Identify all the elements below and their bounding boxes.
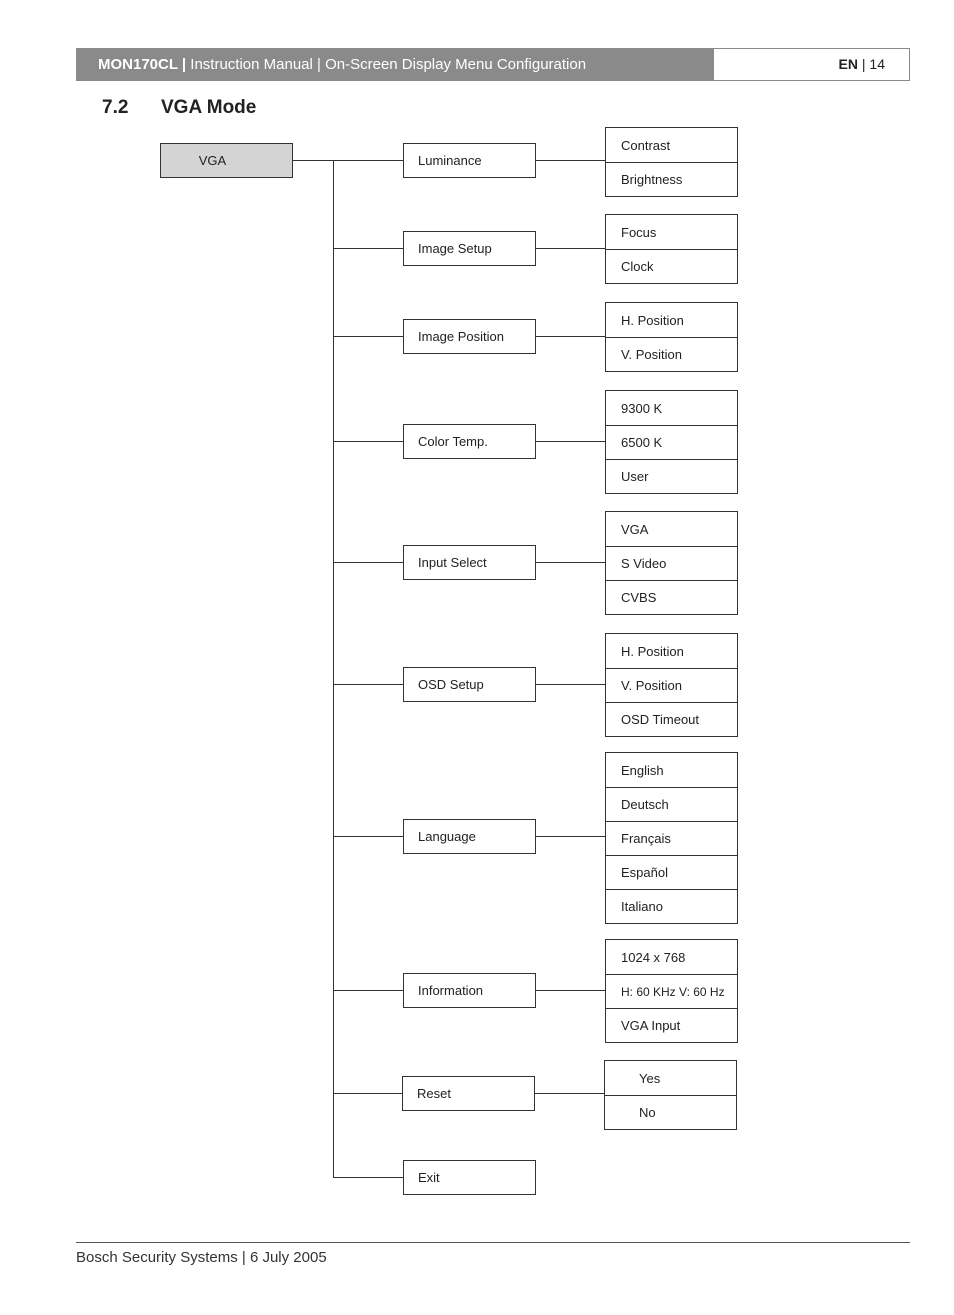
option-item: User <box>606 459 737 493</box>
header-page-separator: | <box>858 56 870 72</box>
option-group-luminance <box>605 127 738 197</box>
branch-line-language <box>333 836 403 837</box>
menu-node-information: Information <box>403 973 536 1008</box>
option-item: OSD Timeout <box>606 702 737 736</box>
option-item: CVBS <box>606 580 737 614</box>
menu-node-image-setup: Image Setup <box>403 231 536 266</box>
option-connector-luminance <box>536 160 605 161</box>
option-item: Clock <box>606 249 737 283</box>
option-item: Français <box>606 821 737 855</box>
option-connector-image-setup <box>536 248 605 249</box>
option-item: S Video <box>606 546 737 580</box>
option-connector-information <box>536 990 605 991</box>
option-item: Focus <box>621 224 657 240</box>
option-item: 1024 x 768 <box>621 949 686 965</box>
footer-rule <box>76 1242 910 1243</box>
option-item: 9300 K <box>621 400 663 416</box>
option-item: Deutsch <box>606 787 737 821</box>
root-node: VGA <box>160 143 293 178</box>
option-connector-osd-setup <box>536 684 605 685</box>
menu-node-reset: Reset <box>402 1076 535 1111</box>
menu-node-input-select: Input Select <box>403 545 536 580</box>
option-connector-input-select <box>536 562 605 563</box>
option-group-input-select <box>605 511 738 615</box>
option-group-osd-setup <box>605 633 738 737</box>
footer-text: Bosch Security Systems | 6 July 2005 <box>76 1249 327 1266</box>
option-item: H: 60 KHz V: 60 Hz <box>606 974 737 1008</box>
branch-line-exit <box>333 1177 403 1178</box>
branch-line-image-setup <box>333 248 403 249</box>
menu-node-color-temp: Color Temp. <box>403 424 536 459</box>
header-separator: | <box>177 56 191 73</box>
option-item: English <box>621 762 664 778</box>
header-model: MON170CL <box>98 56 178 73</box>
option-item: V. Position <box>606 337 737 371</box>
option-item: H. Position <box>621 312 684 328</box>
section-number: 7.2 <box>102 97 129 118</box>
menu-node-language: Language <box>403 819 536 854</box>
menu-node-exit: Exit <box>403 1160 536 1195</box>
option-item: VGA Input <box>606 1008 737 1042</box>
branch-line-luminance <box>333 160 403 161</box>
option-item: No <box>605 1095 736 1129</box>
menu-node-image-position: Image Position <box>403 319 536 354</box>
header-language: EN <box>838 56 858 72</box>
branch-line-osd-setup <box>333 684 403 685</box>
option-group-information <box>605 939 738 1043</box>
option-item: VGA <box>621 521 649 537</box>
option-group-color-temp <box>605 390 738 494</box>
option-item: Yes <box>639 1070 661 1086</box>
option-group-image-position <box>605 302 738 372</box>
menu-node-luminance: Luminance <box>403 143 536 178</box>
trunk-line <box>333 160 334 1178</box>
branch-line-color-temp <box>333 441 403 442</box>
option-group-reset <box>604 1060 737 1130</box>
option-item: H. Position <box>621 643 684 659</box>
option-connector-reset <box>535 1093 604 1094</box>
section-title: VGA Mode <box>161 97 257 118</box>
branch-line-image-position <box>333 336 403 337</box>
option-item: Brightness <box>606 162 737 196</box>
option-item: Contrast <box>621 137 671 153</box>
root-connector <box>293 160 333 161</box>
header-page-box <box>714 48 910 81</box>
header-bar <box>76 48 714 81</box>
option-item: Español <box>606 855 737 889</box>
menu-node-osd-setup: OSD Setup <box>403 667 536 702</box>
option-group-image-setup <box>605 214 738 284</box>
option-item: 6500 K <box>606 425 737 459</box>
branch-line-reset <box>333 1093 402 1094</box>
branch-line-input-select <box>333 562 403 563</box>
option-connector-image-position <box>536 336 605 337</box>
option-item: Italiano <box>606 889 737 923</box>
option-item: V. Position <box>606 668 737 702</box>
option-group-language <box>605 752 738 924</box>
option-connector-color-temp <box>536 441 605 442</box>
page-number: 14 <box>869 56 885 72</box>
option-connector-language <box>536 836 605 837</box>
branch-line-information <box>333 990 403 991</box>
header-title: Instruction Manual | On-Screen Display Menu Configuration <box>190 56 587 73</box>
